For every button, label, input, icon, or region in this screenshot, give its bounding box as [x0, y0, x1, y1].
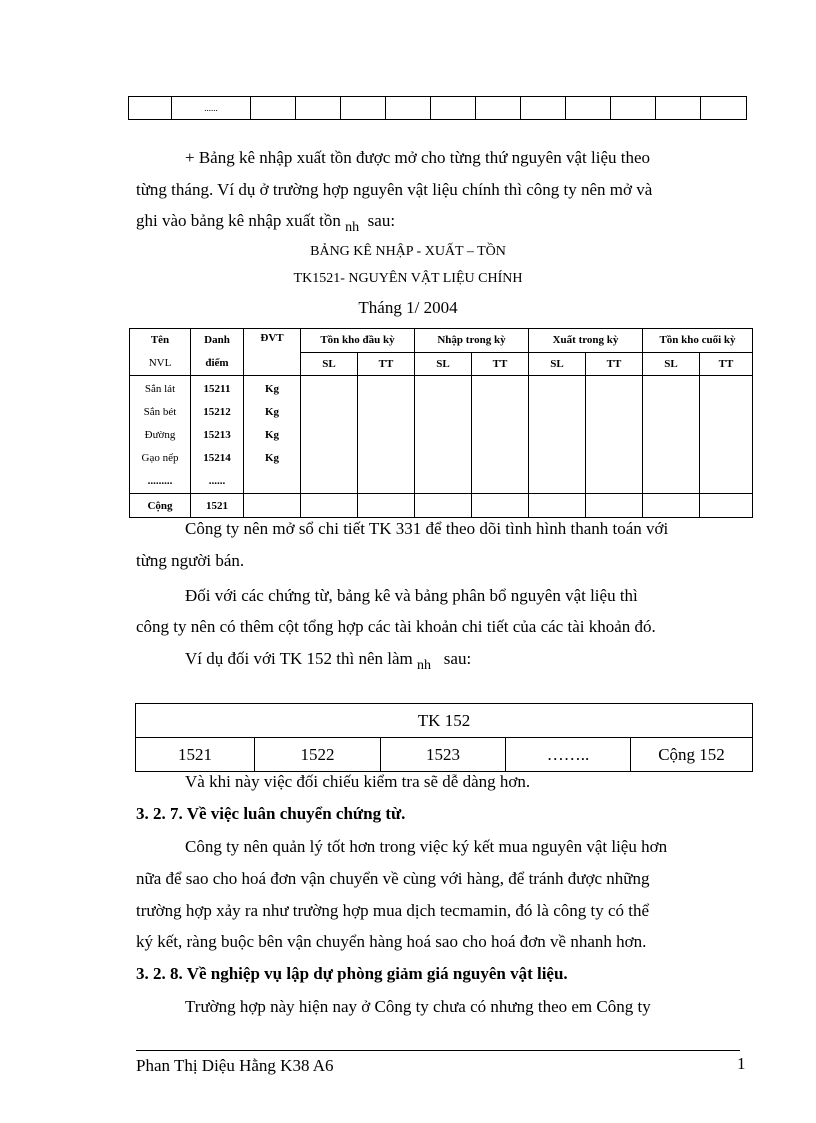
material-name: Gạo nếp	[141, 452, 179, 464]
table-period: Tháng 1/ 2004	[358, 298, 458, 317]
material-code: 15211	[203, 383, 231, 395]
paragraph-line	[185, 649, 472, 673]
col-header-nhap: Nhập trong kỳ	[415, 329, 529, 353]
tk-header: TK 152	[136, 704, 753, 738]
material-name: Đường	[144, 429, 176, 441]
paragraph-line: trường hợp xảy ra như trường hợp mua dịch tecmamin, đó là công ty có thể	[136, 901, 650, 920]
sub-sl: SL	[643, 352, 700, 376]
material-code: 15213	[203, 429, 231, 441]
tk152-table	[135, 703, 753, 772]
col-header-xuat: Xuất trong kỳ	[529, 329, 643, 353]
tk-col: 1523	[381, 738, 506, 772]
table-header-row	[130, 329, 753, 353]
sub-tt: TT	[586, 352, 643, 376]
table-row	[129, 97, 747, 120]
paragraph-line: ký kết, ràng buộc bên vận chuyển hàng hoá sao cho hoá đơn về nhanh hơn.	[136, 932, 647, 951]
paragraph-line: công ty nên có thêm cột tổng hợp các tài khoản chi tiết của các tài khoản đó.	[136, 617, 656, 636]
col-header-ten: Tên	[150, 334, 170, 346]
paragraph-line: Và khi này việc đối chiếu kiểm tra sẽ dễ dàng hơn.	[185, 772, 531, 791]
col-header-nvl: NVL	[148, 357, 172, 369]
material-unit: Kg	[264, 406, 280, 418]
sub-sl: SL	[301, 352, 358, 376]
table-row	[136, 738, 753, 772]
section-heading: 3. 2. 7. Về việc luân chuyển chứng từ.	[136, 804, 406, 823]
table-title: BẢNG KÊ NHẬP - XUẤT – TỒN	[310, 244, 506, 259]
col-header-danh: Danh	[204, 334, 230, 346]
inline-nh: nh	[345, 220, 360, 235]
material-name: Sắn bét	[143, 406, 177, 418]
dots-cell: ......	[172, 97, 251, 120]
paragraph-text: sau:	[367, 211, 396, 230]
footer-divider	[136, 1050, 740, 1051]
paragraph-line: Đối với các chứng từ, bảng kê và bảng phân bổ nguyên vật liệu thì	[185, 586, 638, 605]
material-code: 15214	[203, 452, 231, 464]
paragraph-text: sau:	[443, 649, 472, 668]
paragraph-line: + Bảng kê nhập xuất tồn được mở cho từng thứ nguyên vật liệu theo	[185, 148, 651, 167]
table-subtitle: TK1521- NGUYÊN VẬT LIỆU CHÍNH	[293, 271, 523, 286]
inline-nh: nh	[417, 658, 432, 673]
sub-tt: TT	[358, 352, 415, 376]
col-header-diem: điểm	[205, 357, 229, 369]
material-unit: Kg	[264, 452, 280, 464]
paragraph-text: ghi vào bảng kê nhập xuất tồn	[136, 211, 341, 230]
tk-col: Cộng 152	[631, 738, 753, 772]
inventory-table	[129, 328, 753, 518]
tk-col: 1522	[255, 738, 381, 772]
paragraph-line: từng người bán.	[136, 551, 245, 570]
col-header-dvt: ĐVT	[244, 329, 301, 376]
total-code: 1521	[191, 494, 244, 518]
material-code: ......	[208, 475, 226, 487]
table-row	[130, 376, 753, 494]
paragraph-line: từng tháng. Ví dụ ở trường hợp nguyên vật liệu chính thì công ty nên mở và	[136, 180, 653, 199]
section-heading: 3. 2. 8. Về nghiệp vụ lập dự phòng giảm giá nguyên vật liệu.	[136, 964, 568, 983]
tk-col: ……..	[506, 738, 631, 772]
paragraph-line: Trường hợp này hiện nay ở Công ty chưa có nhưng theo em Công ty	[185, 997, 651, 1016]
footer-author: Phan Thị Diệu Hằng K38 A6	[136, 1056, 334, 1075]
paragraph-line	[136, 211, 396, 235]
sub-sl: SL	[415, 352, 472, 376]
sub-tt: TT	[700, 352, 753, 376]
page-number: 1	[737, 1054, 746, 1073]
col-header-ton-dau: Tồn kho đầu kỳ	[301, 329, 415, 353]
paragraph-line: nữa để sao cho hoá đơn vận chuyển về cùng với hàng, để tránh được những	[136, 869, 650, 888]
table-total-row	[130, 494, 753, 518]
paragraph-line: Công ty nên mở sổ chi tiết TK 331 để theo dõi tình hình thanh toán với	[185, 519, 669, 538]
top-table-fragment	[128, 96, 747, 120]
tk-col: 1521	[136, 738, 255, 772]
col-header-ton-cuoi: Tồn kho cuối kỳ	[643, 329, 753, 353]
material-code: 15212	[203, 406, 231, 418]
table-header-row	[136, 704, 753, 738]
total-label: Cộng	[130, 494, 191, 518]
material-unit	[244, 470, 300, 493]
material-unit: Kg	[264, 383, 280, 395]
material-unit: Kg	[264, 429, 280, 441]
material-name: Sắn lát	[144, 383, 176, 395]
sub-sl: SL	[529, 352, 586, 376]
paragraph-text: Ví dụ đối với TK 152 thì nên làm	[185, 649, 413, 668]
material-name: .........	[147, 475, 173, 487]
sub-tt: TT	[472, 352, 529, 376]
paragraph-line: Công ty nên quản lý tốt hơn trong việc ký kết mua nguyên vật liệu hơn	[185, 837, 668, 856]
